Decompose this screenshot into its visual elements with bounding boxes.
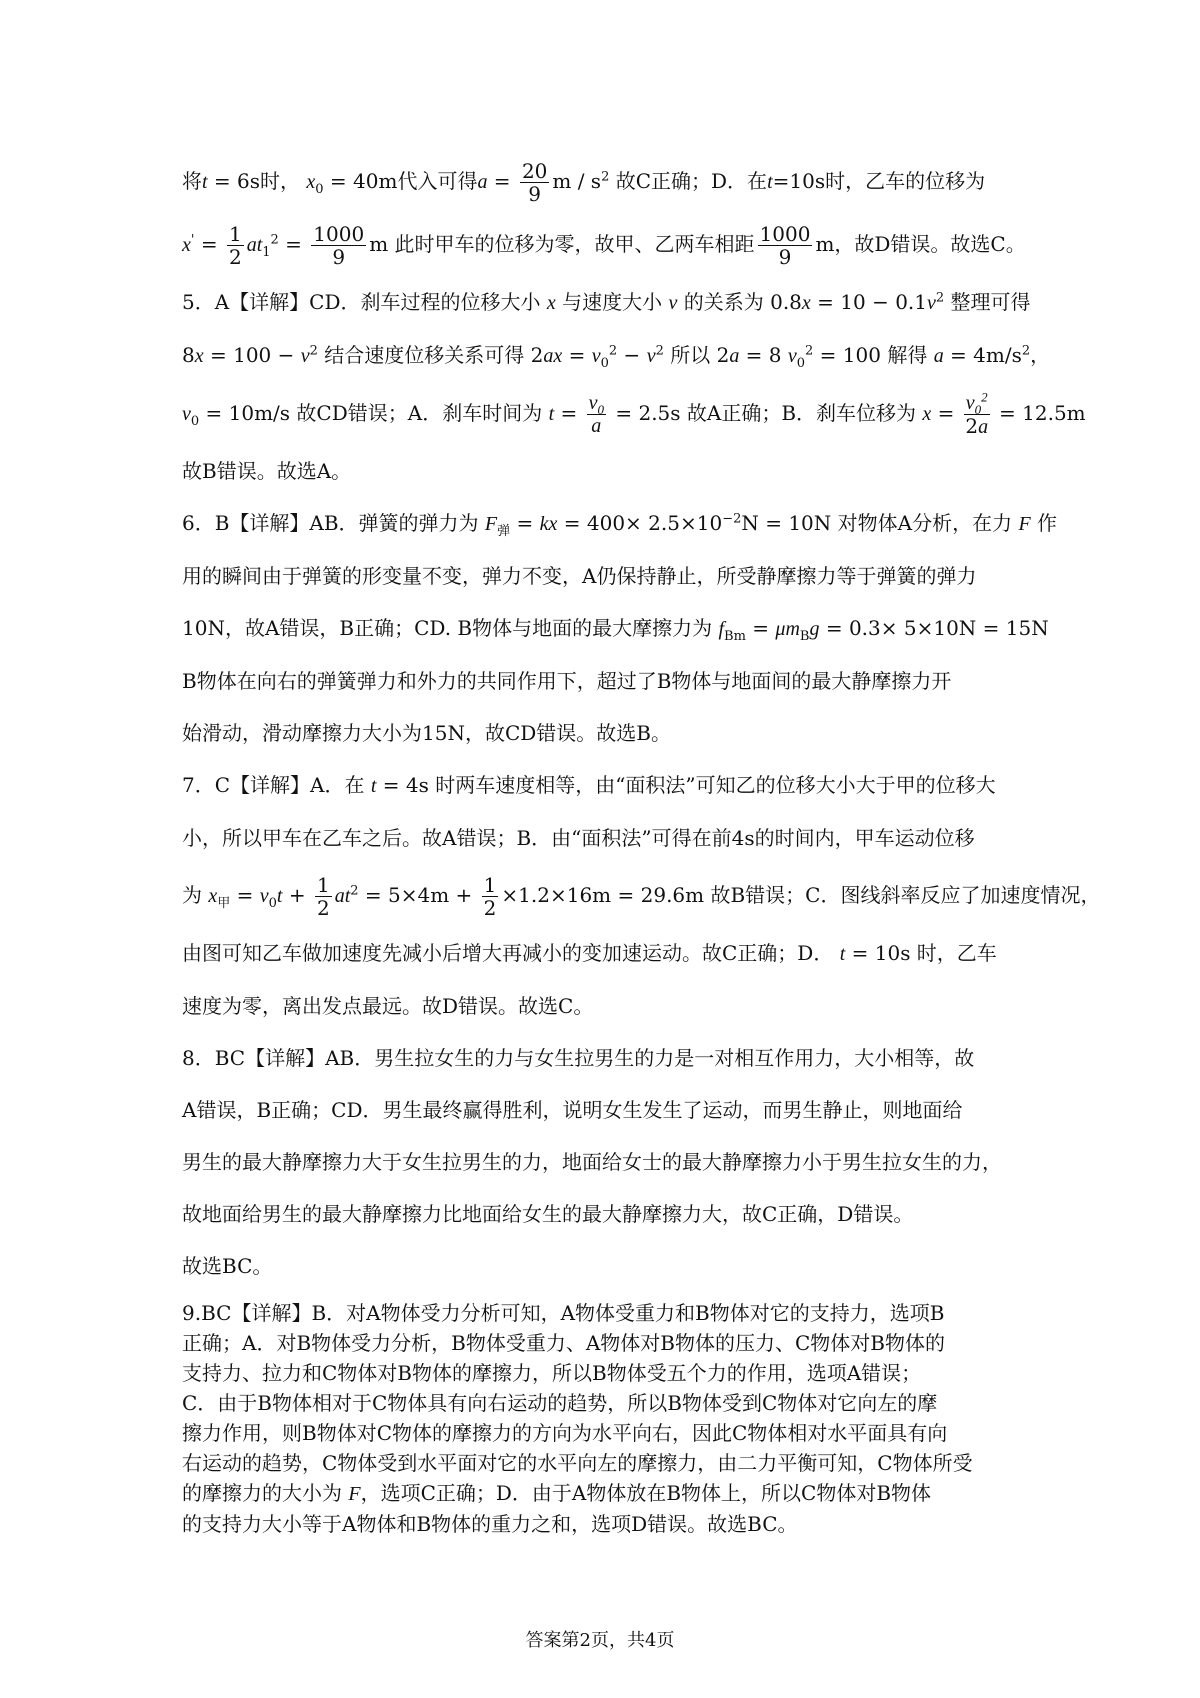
paragraph-line: 由图可知乙车做加速度先减小后增大再减小的变加速运动。故C正确；D． t = 10s 时，乙车 [182, 941, 997, 965]
paragraph-line: 6．B【详解】AB．弹簧的弹力为 $F_弹$ = kx = $400\times 2.5\times 10^{-2}N = 10N$ 对物体A分析，在力 F 作 [182, 511, 1058, 539]
paragraph-line: $8x = 100 - v^2$ 结合速度位移关系可得 $2ax = v_0^2 - v^2$ 所以 2a = 8 $v_0^2 = 100$ 解得 $a = 4m/s^2$， [182, 343, 1051, 371]
paragraph-line: x' = $\frac{1}{2}$ $at_1^2$ = $\frac{1000}{9}$ m 此时甲车的位移为零，故甲、乙两车相距 $\frac{1000}{9}$ m，故D错误。故选C。 [182, 222, 1026, 269]
paragraph-line: 男生的最大静摩擦力大于女生拉男生的力，地面给女士的最大静摩擦力小于男生拉女生的力， [182, 1150, 1002, 1174]
paragraph-line: 右运动的趋势，C物体受到水平面对它的水平向左的摩擦力，由二力平衡可知，C物体所受 [182, 1451, 973, 1475]
paragraph-line: 为 $x_甲 = v_0t$ + $\frac{1}{2}$ $at^2 = 5\times 4m$ + $\frac{1}{2}$ ×1.2×16m = 29.6m 故B错误；C．图线斜率反应了加速度情况， [182, 873, 1101, 920]
paragraph-line: 10N，故A错误，B正确；CD. B物体与地面的最大摩擦力为 $f_{Bm} = \mu m_Bg = 0.3\times 5\times 10N = 15N$ [182, 616, 1049, 644]
paragraph-line: 正确；A．对B物体受力分析，B物体受重力、A物体对B物体的压力、C物体对B物体的 [182, 1331, 945, 1355]
paragraph-line: 将t = 6s时， $x_0 = 40m$代入可得a = $\frac{20}{9}$ m / $s^2$ 故C正确；D．在t=10s时，乙车的位移为 [182, 159, 986, 206]
paragraph-line: 始滑动，滑动摩擦力大小为15N，故CD错误。故选B。 [182, 721, 671, 745]
paragraph-line: 的摩擦力的大小为 F，选项C正确；D．由于A物体放在B物体上，所以C物体对B物体 [182, 1481, 932, 1505]
paragraph-line: 擦力作用，则B物体对C物体的摩擦力的方向为水平向右，因此C物体相对水平面具有向 [182, 1421, 948, 1445]
answers-part-2 [182, 1298, 1042, 1539]
paragraph-line: 小，所以甲车在乙车之后。故A错误；B．由“面积法”可得在前4s的时间内，甲车运动位移 [182, 826, 975, 850]
paragraph-line: 故地面给男生的最大静摩擦力比地面给女生的最大静摩擦力大，故C正确，D错误。 [182, 1202, 914, 1226]
paragraph-line: B物体在向右的弹簧弹力和外力的共同作用下，超过了B物体与地面间的最大静摩擦力开 [182, 669, 952, 693]
paragraph-line: 7．C【详解】A．在 t = 4s 时两车速度相等，由“面积法”可知乙的位移大小大于甲的位移大 [182, 773, 996, 797]
paragraph-line: 9.BC【详解】B．对A物体受力分析可知，A物体受重力和B物体对它的支持力，选项B [182, 1301, 945, 1325]
paragraph-line: 速度为零，离出发点最远。故D错误。故选C。 [182, 994, 594, 1018]
paragraph-line: 5．A【详解】CD．刹车过程的位移大小 x 与速度大小 v 的关系为 $0.8x = 10 - 0.1v^2$ 整理可得 [182, 290, 1031, 314]
paragraph-line: 用的瞬间由于弹簧的形变量不变，弹力不变，A仍保持静止，所受静摩擦力等于弹簧的弹力 [182, 564, 977, 588]
paragraph-line: $v_0 = 10m/s$ 故CD错误；A．刹车时间为 t = $\frac{v_0}{a}$ = 2.5s 故A正确；B．刹车位移为 x = $\frac{v_0^2}{2a}$ = 12.5m [182, 388, 1086, 438]
answer-body [182, 150, 1101, 1539]
paragraph-line: C．由于B物体相对于C物体具有向右运动的趋势，所以B物体受到C物体对它向左的摩 [182, 1391, 938, 1415]
answers-part-1 [182, 150, 1101, 1292]
paragraph-line: 的支持力大小等于A物体和B物体的重力之和，选项D错误。故选BC。 [182, 1512, 798, 1536]
paragraph-line: 故B错误。故选A。 [182, 459, 352, 483]
page-footer: 答案第2页，共4页 [525, 1630, 675, 1651]
paragraph-line: A错误，B正确；CD．男生最终赢得胜利，说明女生发生了运动，而男生静止，则地面给 [182, 1098, 963, 1122]
paragraph-line: 8．BC【详解】AB．男生拉女生的力与女生拉男生的力是一对相互作用力，大小相等，故 [182, 1046, 975, 1070]
paragraph-line: 支持力、拉力和C物体对B物体的摩擦力，所以B物体受五个力的作用，选项A错误； [182, 1361, 922, 1385]
paragraph-line: 故选BC。 [182, 1254, 273, 1278]
